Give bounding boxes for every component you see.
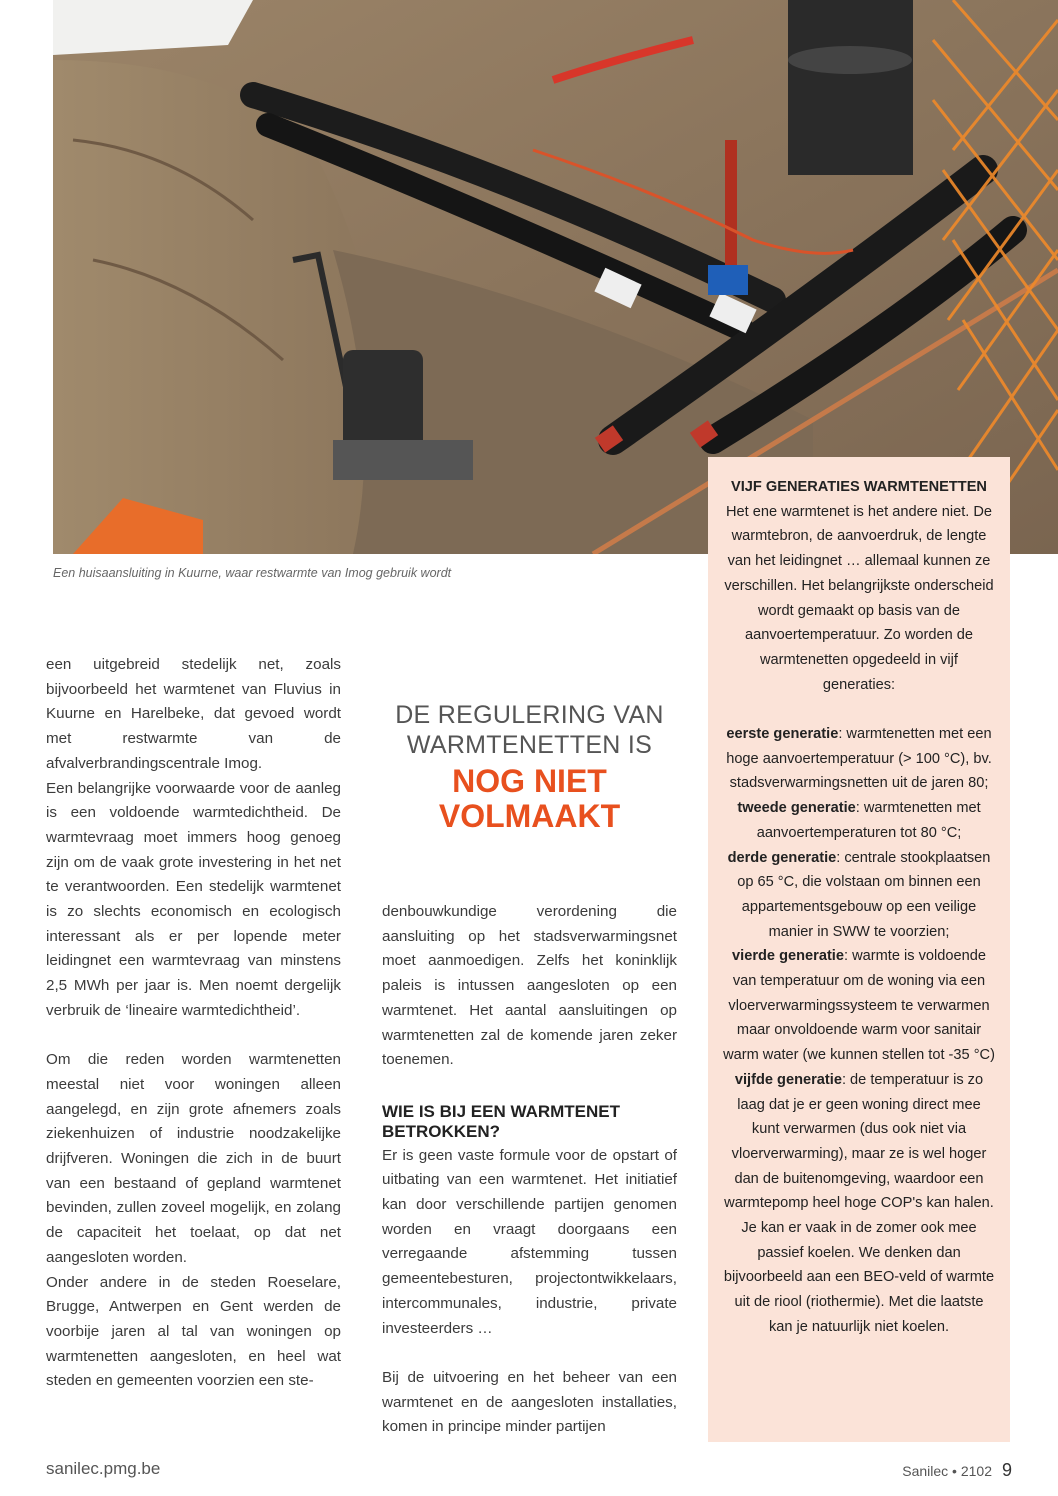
article-column-1 (46, 653, 341, 1394)
paragraph: Om die reden worden warmtenetten meestal niet voor woningen alleen aangelegd, en zijn grote afnemers zoals ziekenhuizen of industrie noodzakelijke drijfveren. Woningen die zich in de buurt van een bestaand of gepland warmtenet bevinden, zullen zoveel mogelijk, en zolang de capaciteit het toelaat, op dat net aangesloten worden. (46, 1051, 341, 1266)
gen-label: vijfde generatie (734, 1071, 842, 1088)
gen-label: tweede generatie (737, 800, 856, 817)
paragraph: een uitgebreid stedelijk net, zoals bijvoorbeeld het warmtenet van Fluvius in Kuurne en Harelbeke, dat gevoed wordt met restwarmte van de afvalverbrandingscentrale Imog. (46, 656, 341, 772)
pull-quote-light: DE REGULERING VAN WARMTENETTEN IS (395, 701, 664, 759)
sidebar-gen-4 (722, 944, 996, 1068)
paragraph: Bij de uitvoering en het beheer van een warmtenet en de aangesloten installaties, komen in principe minder partijen (382, 1368, 677, 1436)
paragraph: Er is geen vaste formule voor de opstart of uitbating van een warmtenet. Het initiatief kan door verschillende partijen genomen worden en vraagt doorgaans een verregaande afstemming tussen gemeentebesturen, projectontwikkelaars, intercommunales, industrie, private investeerders … (382, 1146, 677, 1337)
gen-text: : de temperatuur is zo laag dat je er geen woning direct mee kunt verwarmen (dus ook niet via vloerverwarming), maar ze is wel hoger dan de buitenomgeving, waardoor een warmtepomp heel hoge COP's kan halen. Je kan er vaak in de zomer ook mee passief koelen. We denken dan bijvoorbeeld aan een BEO-veld of warmte uit de riool (riothermie). Met die laatste kan je natuurlijk niet koelen. (723, 1071, 995, 1335)
sidebar-gen-5 (722, 1068, 996, 1340)
paragraph: denbouwkundige verordening die aansluiting op het stadsverwarmingsnet moet aanmoedigen. Zelfs het koninklijk paleis is intussen aangesloten op een warmtenet. Het aantal aansluitingen op warmtenetten zal de komende jaren zeker toenemen. (382, 903, 677, 1069)
article-column-2 (382, 900, 677, 1440)
gen-label: vierde generatie (732, 948, 844, 965)
sidebar-title: VIJF GENERATIES WARMTENETTEN (731, 479, 987, 495)
sidebar-intro: Het ene warmtenet is het andere niet. De warmtebron, de aanvoerdruk, de lengte van het leidingnet … allemaal kunnen ze verschillen. Het belangrijkste onderscheid wordt gemaakt op basis van de aanvoertemperatuur. Zo worden de warmtenetten opgedeeld in vijf generaties: (724, 503, 994, 693)
footer-magazine: Sanilec • 2102 (902, 1463, 992, 1479)
gen-text: : centrale stookplaatsen op 65 °C, die volstaan om binnen een appartementsgebouw op een veilige manier in SWW te voorzien; (737, 849, 991, 940)
gen-label: derde generatie (727, 849, 837, 866)
sidebar-gen-3 (722, 846, 996, 945)
photo-caption: Een huisaansluiting in Kuurne, waar restwarmte van Imog gebruik wordt (53, 566, 452, 580)
paragraph: Onder andere in de steden Roeselare, Brugge, Antwerpen en Gent werden de voorbije jaren al tal van woningen op warmtenetten aangesloten, en heel wat steden en gemeenten voorzien een ste- (46, 1273, 341, 1390)
gen-label: eerste generatie (726, 726, 839, 743)
pull-quote (382, 700, 677, 834)
sidebar-box (708, 457, 1010, 1442)
footer-website[interactable]: sanilec.pmg.be (46, 1459, 161, 1478)
footer-page-info (902, 1460, 1012, 1481)
section-heading: WIE IS BIJ EEN WARMTENET BETROKKEN? (382, 1101, 621, 1141)
page-number: 9 (1001, 1460, 1012, 1480)
pull-quote-emphasis: NOG NIET VOLMAAKT (438, 763, 621, 834)
paragraph: Een belangrijke voorwaarde voor de aanleg is een voldoende warmtedichtheid. De warmtevraag moet immers hoog genoeg zijn om de vaak grote investering in het net te verantwoorden. Een stedelijk warmtenet is zo slechts economisch en ecologisch interessant als er per lopende meter leidingnet een warmtevraag van minstens 2,5 MWh per jaar is. Men noemt dergelijk verbruik de ‘lineaire warmtedichtheid’. (46, 779, 341, 1019)
sidebar-gen-2 (722, 796, 996, 845)
gen-text: : warmtenetten met aanvoertemperaturen tot 80 °C; (756, 800, 981, 841)
gen-text: : warmte is voldoende van temperatuur om de woning via een vloerverwarmingssysteem te verwarmen maar onvoldoende warm voor sanitair warm water (we kunnen stellen tot -35 °C) (723, 948, 995, 1064)
gen-text: : warmtenetten met een hoge aanvoertemperatuur (> 100 °C), bv. stadsverwarmingsnetten uit de jaren 80; (726, 726, 992, 792)
sidebar-gen-1 (722, 722, 996, 796)
